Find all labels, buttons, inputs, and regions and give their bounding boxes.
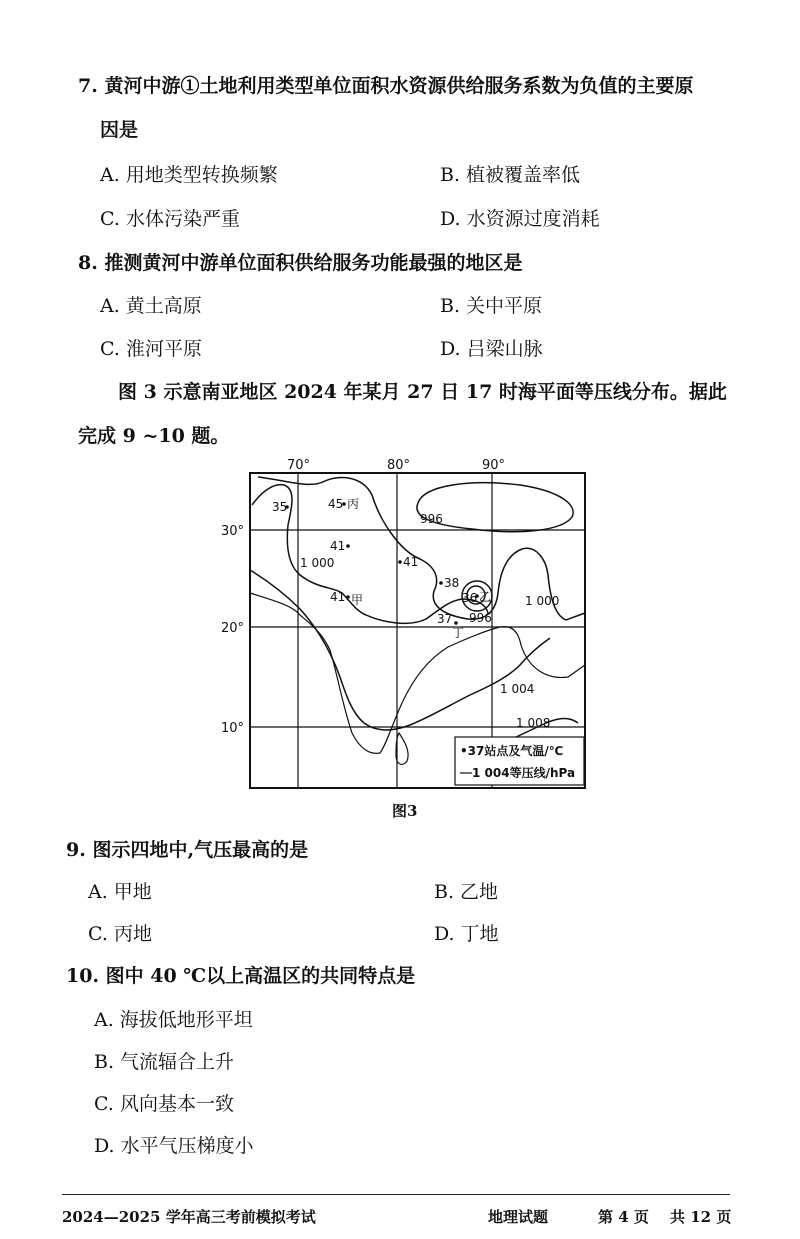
lat-label-30: 30° — [221, 524, 245, 539]
station-temp-41-b: 41 — [403, 555, 419, 569]
q9-option-c: C. 丙地 — [88, 923, 152, 945]
q9-option-a: A. 甲地 — [88, 881, 152, 903]
footer-total: 共 12 页 — [670, 1208, 732, 1226]
legend-isobar: 1 004等压线/hPa — [472, 766, 576, 780]
footer-exam: 2024—2025 学年高三考前模拟考试 — [62, 1208, 316, 1226]
station-name-yi: 乙 — [479, 590, 492, 604]
station-temp-41-a: 41 — [330, 539, 346, 553]
isobar-label-1008: 1 008 — [516, 716, 551, 730]
station-name-jia: 甲 — [351, 593, 364, 607]
lat-labels — [221, 524, 244, 736]
q8-option-a: A. 黄土高原 — [100, 295, 202, 317]
station-temp-37: 37 — [437, 612, 453, 626]
figure-caption: 图3 — [392, 802, 418, 820]
q10-option-d: D. 水平气压梯度小 — [94, 1135, 254, 1157]
sri-lanka — [396, 733, 408, 764]
lon-label-80: 80° — [387, 458, 411, 473]
station-name-bing: 丙 — [347, 497, 360, 511]
q8-option-c: C. 淮河平原 — [100, 338, 202, 360]
q7-option-c: C. 水体污染严重 — [100, 208, 240, 230]
footer-page: 第 4 页 — [598, 1208, 649, 1226]
lat-label-10: 10° — [221, 721, 245, 736]
map-legend — [455, 737, 584, 785]
legend-station: •37站点及气温/℃ — [460, 744, 564, 758]
station-temp-38: 38 — [444, 576, 460, 590]
isobar-map — [0, 455, 800, 815]
station-name-ding: 丁 — [452, 626, 465, 640]
q8-option-d: D. 吕梁山脉 — [440, 338, 543, 360]
q8-stem: 8. 推测黄河中游单位面积供给服务功能最强的地区是 — [78, 252, 523, 274]
lat-label-20: 20° — [221, 621, 245, 636]
q10-option-c: C. 风向基本一致 — [94, 1093, 234, 1115]
q8-option-b: B. 关中平原 — [440, 295, 543, 317]
intro-line2: 完成 9 ~10 题。 — [78, 425, 230, 447]
q7-stem-line2: 因是 — [100, 119, 139, 141]
q10-option-b: B. 气流辐合上升 — [94, 1051, 235, 1073]
q7-stem-line1: 7. 黄河中游①土地利用类型单位面积水资源供给服务系数为负值的主要原 — [78, 75, 694, 97]
q7-option-d: D. 水资源过度消耗 — [440, 208, 600, 230]
isobar-label-1000-west: 1 000 — [300, 556, 335, 570]
q9-option-d: D. 丁地 — [434, 923, 499, 945]
isobar-label-1004: 1 004 — [500, 682, 535, 696]
q7-option-b: B. 植被覆盖率低 — [440, 164, 581, 186]
footer-subject: 地理试题 — [488, 1208, 549, 1226]
station-temp-35: 35 — [272, 500, 288, 514]
isobar-label-1000-east: 1 000 — [525, 594, 560, 608]
q9-stem: 9. 图示四地中,气压最高的是 — [66, 839, 309, 861]
intro-line1: 图 3 示意南亚地区 2024 年某月 27 日 17 时海平面等压线分布。据此 — [118, 381, 727, 403]
isobar-label-996-low: 996 — [469, 611, 492, 625]
isobar-label-996-north: 996 — [420, 512, 443, 526]
lon-labels — [287, 458, 505, 473]
station-temp-41-c: 41 — [330, 590, 346, 604]
q10-option-a: A. 海拔低地形平坦 — [94, 1009, 253, 1031]
footer-rule — [62, 1194, 730, 1195]
q7-option-a: A. 用地类型转换频繁 — [100, 164, 278, 186]
lon-label-90: 90° — [482, 458, 506, 473]
q10-stem: 10. 图中 40 ℃以上高温区的共同特点是 — [66, 965, 416, 987]
station-temp-45: 45 — [328, 497, 344, 511]
q9-option-b: B. 乙地 — [434, 881, 499, 903]
lon-label-70: 70° — [287, 458, 311, 473]
station-temp-36: 36 — [462, 591, 478, 605]
